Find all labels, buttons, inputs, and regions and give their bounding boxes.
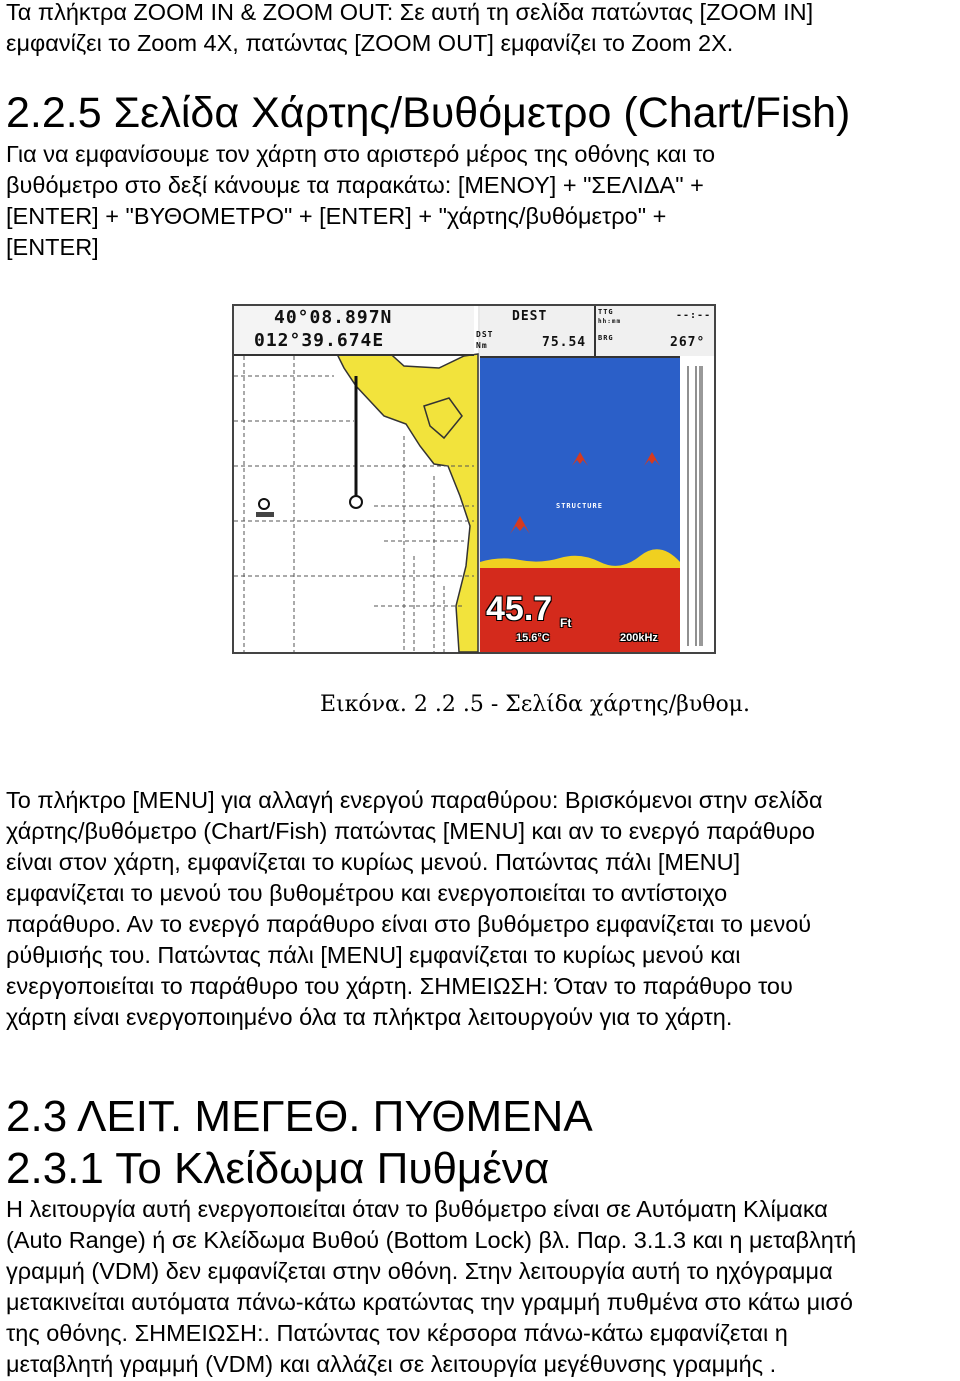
- section-2-2-5-line-1: Για να εμφανίσουμε τον χάρτη στο αριστερό μέρος της οθόνης και το: [6, 141, 716, 167]
- sonar-pane: [476, 306, 714, 652]
- section-2-3-heading: 2.3 ΛΕΙΤ. ΜΕΓΕΘ. ΠΥΘΜΕΝΑ: [6, 1092, 593, 1141]
- section-2-3-1-line-5: της οθόνης. ΣΗΜΕΙΩΣΗ:. Πατώντας τον κέρσορα πάνω-κάτω εμφανίζεται η: [6, 1320, 788, 1346]
- section-2-2-5-line-3: [ENTER] + "ΒΥΘΟΜΕΤΡΟ" + [ENTER] + "χάρτης/βυθόμετρο" +: [6, 203, 667, 229]
- section-2-3-1-line-6: μεταβλητή γραμμή (VDM) και αλλάζει σε λειτουργία μεγέθυνσης γραμμής .: [6, 1351, 777, 1377]
- lat-box: [234, 306, 474, 356]
- section-2-3-1-line-3: γραμμή (VDM) δεν εμφανίζεται στην οθόνη. Στην λειτουργία αυτή το ηχόγραμμα: [6, 1258, 833, 1284]
- menu-line-4: εμφανίζεται το μενού του βυθομέτρου και ενεργοποιείται το αντίστοιχο: [6, 880, 728, 906]
- boat-marker-icon: [350, 496, 362, 508]
- section-2-2-5-line-2: βυθόμετρο στο δεξί κάνουμε τα παρακάτω: [ΜΕΝΟΥ] + "ΣΕΛΙΔΑ" +: [6, 172, 704, 198]
- brg-value: 267°: [670, 335, 706, 350]
- fish-label: STRUCTURE: [556, 502, 603, 510]
- frequency: 200kHz: [620, 632, 658, 644]
- menu-line-3: είναι στον χάρτη, εμφανίζεται το κυρίως μενού. Πατώντας πάλι [MENU]: [6, 849, 741, 875]
- depth-value: 45.7: [486, 590, 553, 628]
- chart-fish-screenshot: [232, 304, 716, 654]
- menu-line-7: ενεργοποιείται το παράθυρο του χάρτη. ΣΗΜΕΙΩΣΗ: Όταν το παράθυρο του: [6, 973, 793, 999]
- dst-label: DST: [476, 330, 494, 339]
- menu-line-5: παράθυρο. Αν το ενεργό παράθυρο είναι στο βυθόμετρο εμφανίζεται το μενού: [6, 911, 812, 937]
- waypoint-marker-icon: [259, 499, 269, 509]
- figure-caption: Εικόνα. 2 .2 .5 - Σελίδα χάρτης/βυθομ.: [320, 692, 750, 717]
- dest-label: DEST: [512, 309, 548, 324]
- latitude: 40°08.897N: [274, 307, 393, 328]
- dst-unit: Nm: [476, 341, 488, 350]
- menu-line-6: ρύθμισής του. Πατώντας πάλι [MENU] εμφανίζεται το κυρίως μενού και: [6, 942, 741, 968]
- menu-line-8: χάρτη είναι ενεργοποιημένο όλα τα πλήκτρα λειτουργούν για το χάρτη.: [6, 1004, 733, 1030]
- section-2-2-5-line-4: [ENTER]: [6, 234, 99, 260]
- menu-line-1: Το πλήκτρο [MENU] για αλλαγή ενεργού παραθύρου: Βρισκόμενοι στην σελίδα: [6, 787, 823, 813]
- ttg-value: --:--: [676, 310, 712, 321]
- ttg-unit: hh:mm: [598, 318, 622, 325]
- menu-line-2: χάρτης/βυθόμετρο (Chart/Fish) πατώντας [MENU] και αν το ενεργό παράθυρο: [6, 818, 815, 844]
- section-2-2-5-heading: 2.2.5 Σελίδα Χάρτης/Βυθόμετρο (Chart/Fish): [6, 89, 851, 137]
- section-2-3-1-line-1: Η λειτουργία αυτή ενεργοποιείται όταν το βυθόμετρο είναι σε Αυτόματη Κλίμακα: [6, 1196, 828, 1222]
- water-temp: 15.6°C: [516, 632, 550, 644]
- fish-echo-1: [572, 452, 588, 466]
- chart-pane: [234, 306, 478, 652]
- fish-echo-3: [510, 516, 530, 534]
- dst-value: 75.54: [542, 335, 587, 350]
- ttg-label: TTG: [598, 308, 614, 316]
- bottom-yellow-band: [480, 549, 680, 568]
- longitude: 012°39.674E: [254, 330, 385, 351]
- brg-label: BRG: [598, 334, 614, 342]
- intro-line-2: εμφανίζει το Zoom 4X, πατώντας [ZOOM OUT] εμφανίζει το Zoom 2X.: [6, 30, 734, 56]
- depth-unit: Ft: [560, 616, 572, 630]
- chart-map: [234, 306, 478, 652]
- section-2-3-1-line-2: (Auto Range) ή σε Κλείδωμα Βυθού (Bottom Lock) βλ. Παρ. 3.1.3 και η μεταβλητή: [6, 1227, 857, 1253]
- intro-line-1: Τα πλήκτρα ZOOM IN & ZOOM OUT: Σε αυτή τη σελίδα πατώντας [ZOOM IN]: [6, 0, 814, 25]
- fish-echo-2: [644, 452, 660, 466]
- section-2-3-1-heading: 2.3.1 Το Κλείδωμα Πυθμένα: [6, 1144, 550, 1193]
- section-2-3-1-line-4: μετακινείται αυτόματα πάνω-κάτω κρατώντας την γραμμή πυθμένα στο κάτω μισό: [6, 1289, 853, 1315]
